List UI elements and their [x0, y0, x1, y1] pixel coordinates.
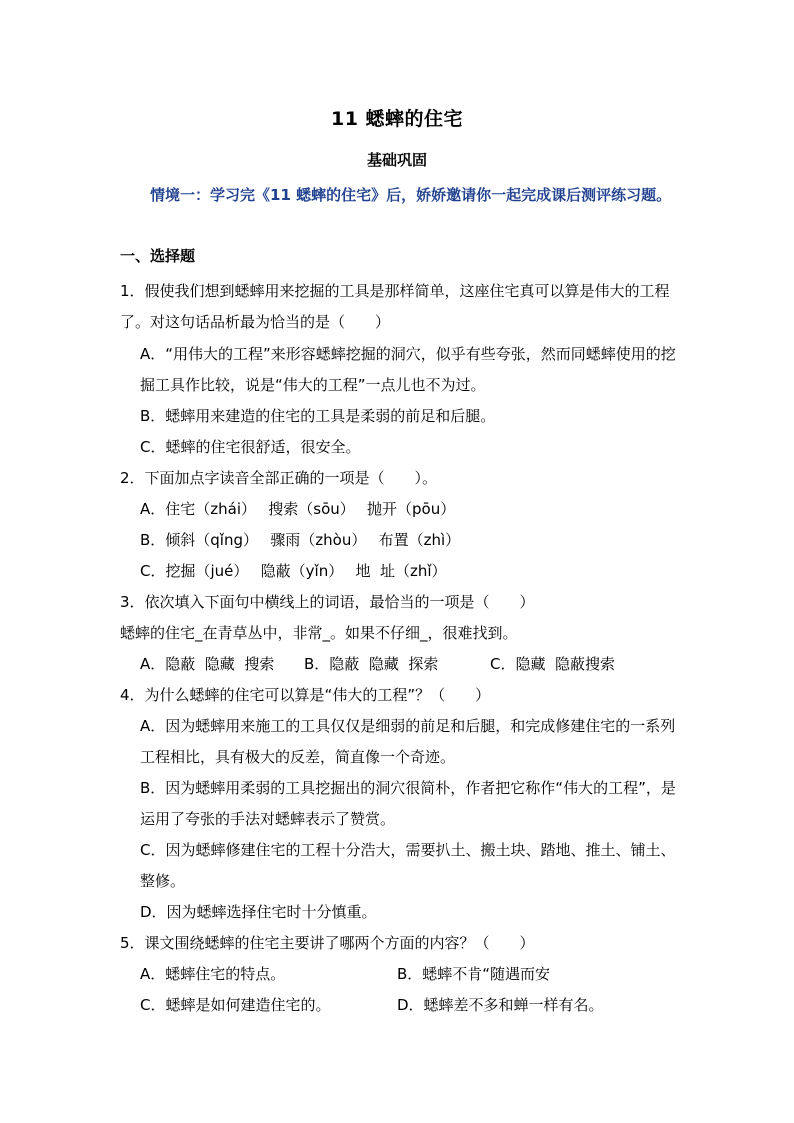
- page-title: 11 蟋蟀的住宅: [330, 108, 464, 130]
- question-5-option-a: A．蟋蟀住宅的特点。: [140, 965, 286, 983]
- question-1-option-b: B．蟋蟀用来建造的住宅的工具是柔弱的前足和后腿。: [140, 407, 496, 425]
- question-3-option-c: C．隐藏 隐蔽搜索: [490, 655, 616, 673]
- scenario-intro: 情境一：学习完《11 蟋蟀的住宅》后，娇娇邀请你一起完成课后测评练习题。: [150, 186, 672, 204]
- question-4-option-c: C．因为蟋蟀修建住宅的工程十分浩大，需要扒土、搬土块、踏地、推土、铺土、整修。: [140, 841, 676, 890]
- question-4-option-a: A．因为蟋蟀用来施工的工具仅仅是细弱的前足和后腿，和完成修建住宅的一系列工程相比，具有极大的反差，简直像一个奇迹。: [140, 717, 676, 766]
- question-3-option-b: B．隐蔽 隐藏 探索: [304, 655, 439, 673]
- question-1-stem: 1．假使我们想到蟋蟀用来挖掘的工具是那样简单，这座住宅真可以算是伟大的工程了。对这句话品析最为恰当的是（ ）: [120, 282, 670, 331]
- question-5-option-b: B．蟋蟀不肯“随遇而安: [397, 965, 551, 983]
- question-3-sentence: 蟋蟀的住宅_在青草丛中，非常_。如果不仔细_，很难找到。: [120, 624, 518, 642]
- question-5-option-c: C．蟋蟀是如何建造住宅的。: [140, 996, 331, 1014]
- question-2-option-b: B．倾斜（qǐng） 骤雨（zhòu） 布置（zhì）: [140, 531, 461, 549]
- question-1-option-a: A．“用伟大的工程”来形容蟋蟀挖掘的洞穴，似乎有些夸张，然而同蟋蟀使用的挖掘工具作比较，说是“伟大的工程”一点儿也不为过。: [140, 345, 676, 394]
- question-4-option-b: B．因为蟋蟀用柔弱的工具挖掘出的洞穴很简朴，作者把它称作“伟大的工程”，是运用了夸张的手法对蟋蟀表示了赞赏。: [140, 779, 676, 828]
- question-3-option-a: A．隐蔽 隐藏 搜索: [140, 655, 275, 673]
- question-3-stem: 3．依次填入下面句中横线上的词语，最恰当的一项是（ ）: [120, 593, 535, 611]
- section-subtitle: 基础巩固: [366, 151, 427, 169]
- section-heading: 一、选择题: [120, 247, 196, 265]
- question-1-option-c: C．蟋蟀的住宅很舒适，很安全。: [140, 438, 361, 456]
- question-2-stem: 2．下面加点字读音全部正确的一项是（ ）。: [120, 469, 438, 487]
- question-2-option-c: C．挖掘（jué） 隐蔽（yǐn） 地 址（zhǐ）: [140, 562, 447, 580]
- question-2-option-a: A．住宅（zhái） 搜索（sōu） 抛开（pōu）: [140, 500, 456, 518]
- question-5-option-d: D．蟋蟀差不多和蝉一样有名。: [397, 996, 604, 1014]
- question-5-stem: 5．课文围绕蟋蟀的住宅主要讲了哪两个方面的内容？（ ）: [120, 934, 535, 952]
- question-4-stem: 4．为什么蟋蟀的住宅可以算是“伟大的工程”？（ ）: [120, 686, 491, 704]
- question-4-option-d: D．因为蟋蟀选择住宅时十分慎重。: [140, 903, 377, 921]
